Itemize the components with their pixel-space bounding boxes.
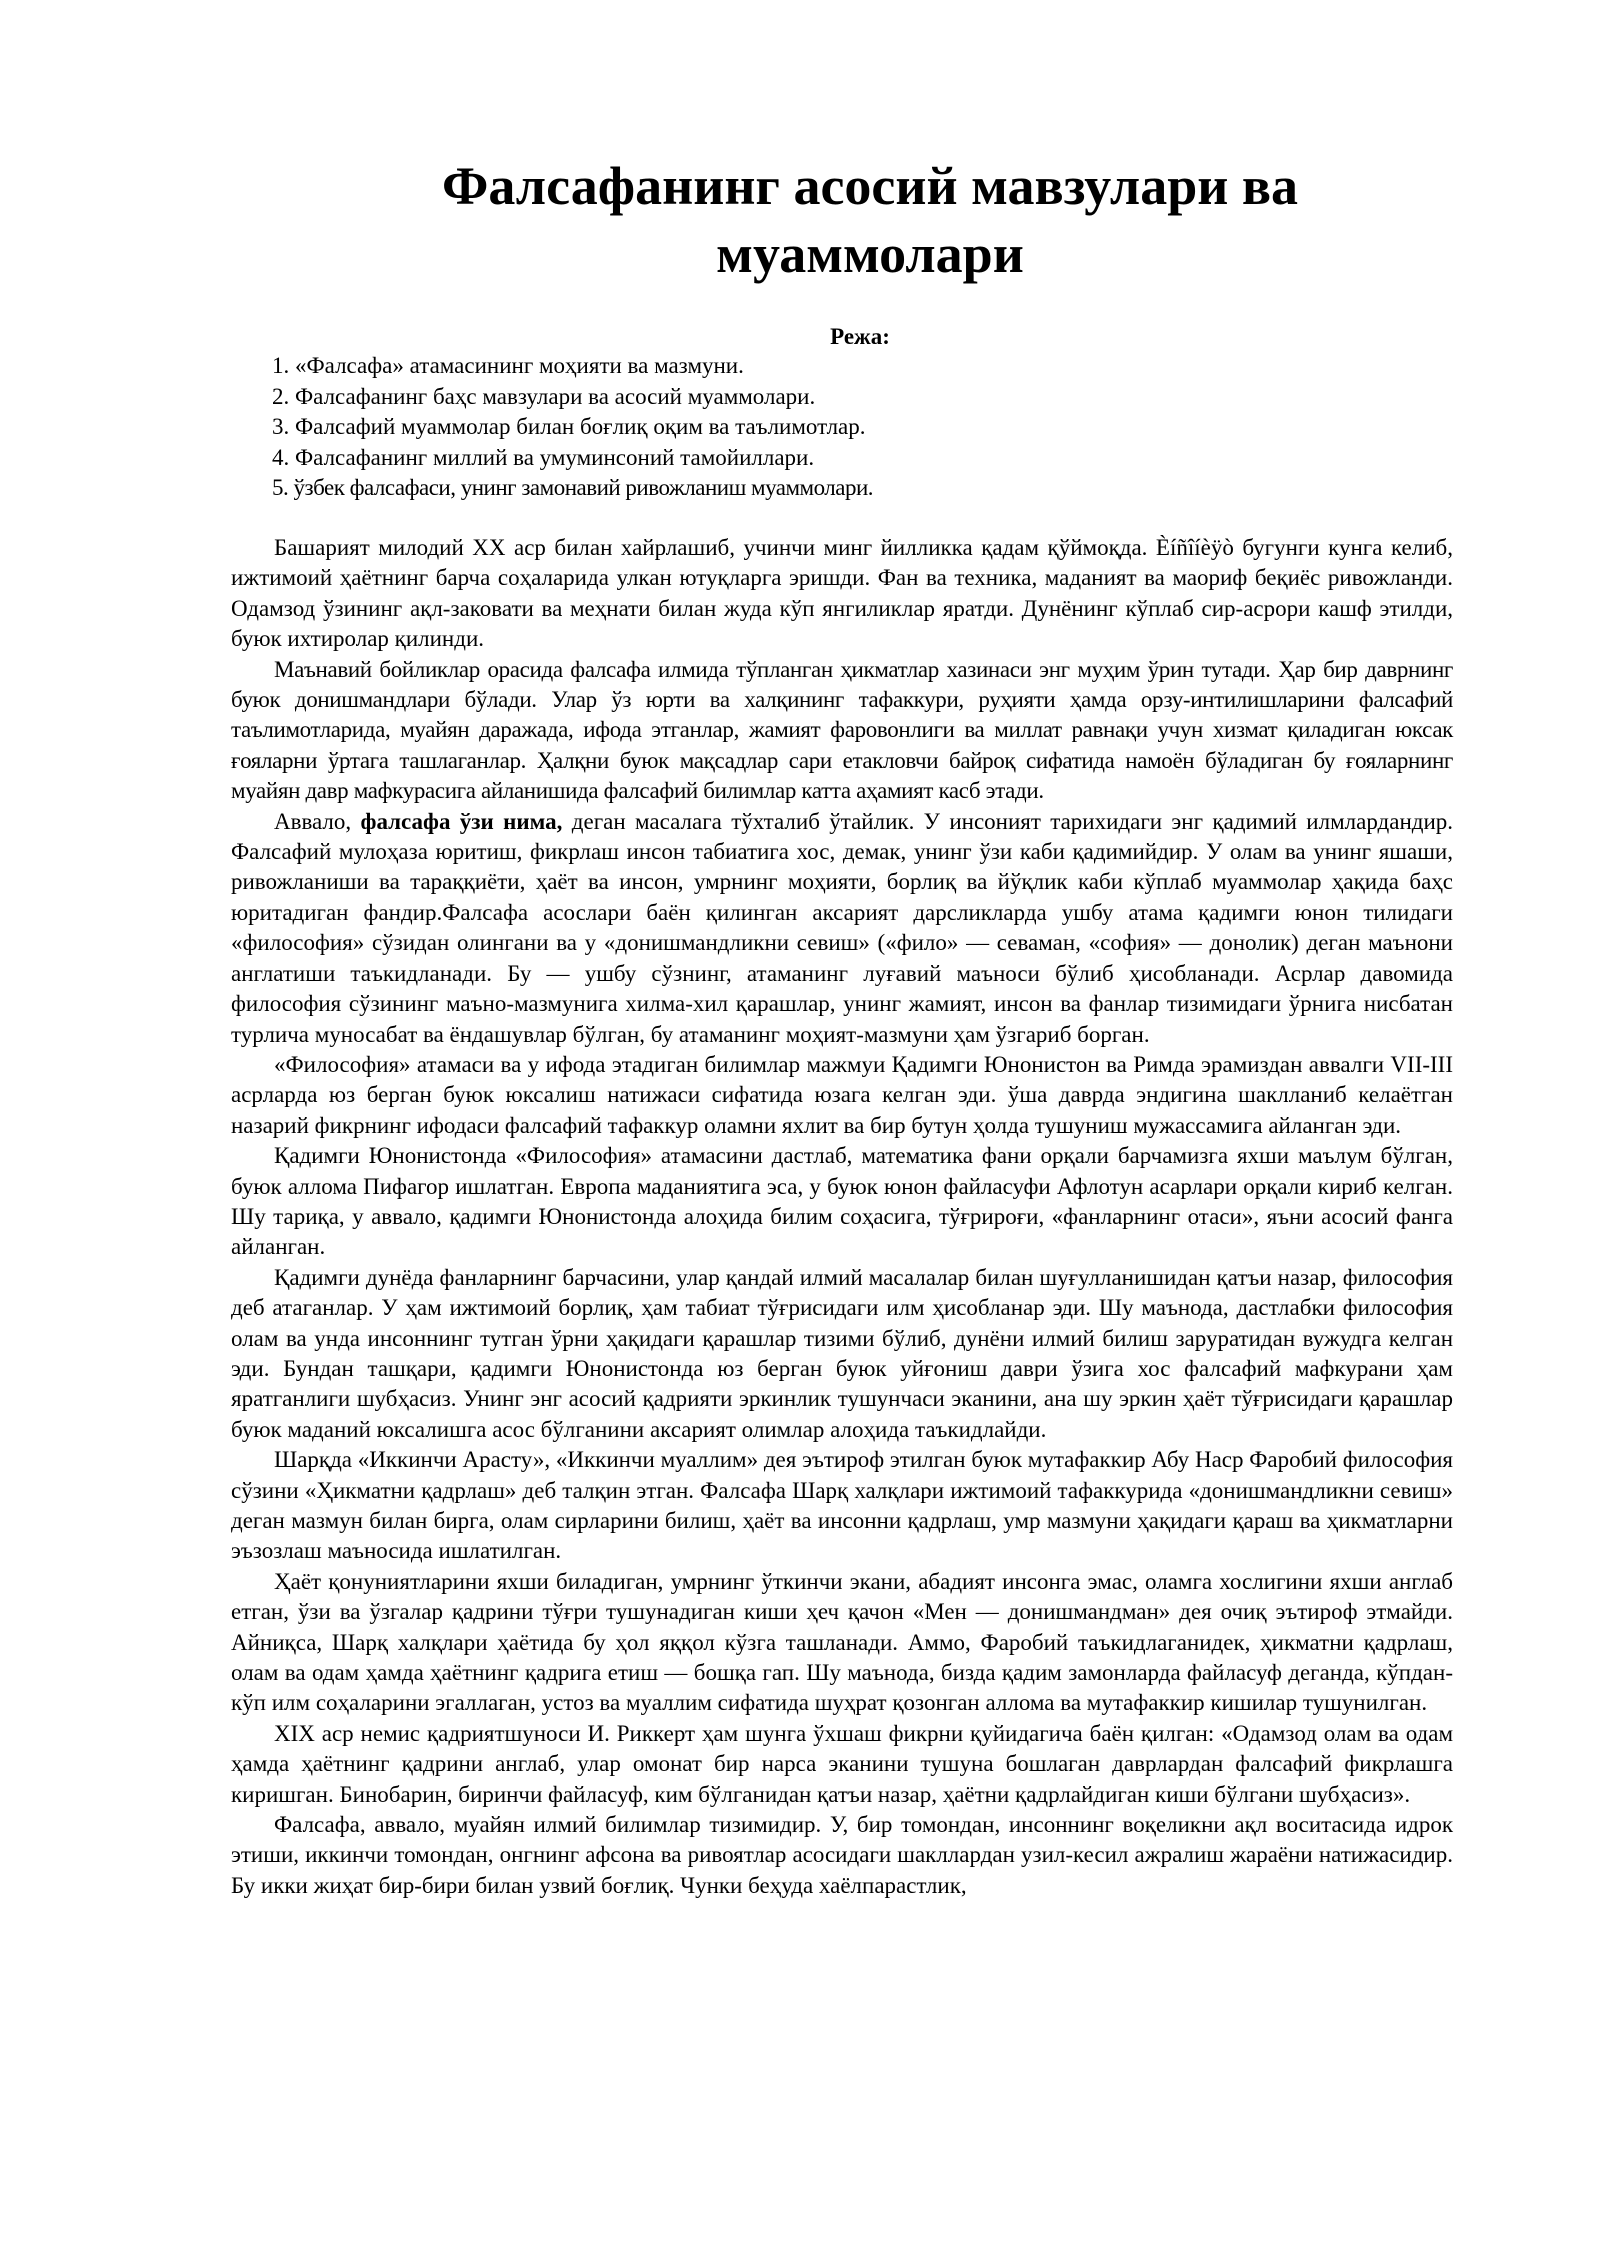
page-title: Фалсафанинг асосий мавзулари ва муаммолари [441, 156, 1299, 284]
paragraph-3 [231, 807, 1453, 1050]
paragraph-8: Ҳаёт қонуниятларини яхши биладиган, умрнинг ўткинчи экани, абадият инсонга эмас, оламга хослигини яхши англаб етган, ўзи ва ўзгалар қадрини тўғри тушунадиган киши ҳеч қачон «Мен — донишмандман» дея очиқ эътироф этмайди. Айниқса, Шарқ халқлари ҳаётида бу ҳол яққол кўзга ташланади. Аммо, Фаробий таъкидлаганидек, ҳикматни қадрлаш, олам ва одам ҳамда ҳаётнинг қадрига етиш — бошқа гап. Шу маънода, бизда қадим замонларда файласуф деганда, кўпдан-кўп илм соҳаларини эгаллаган, устоз ва муаллим сифатида шуҳрат қозонган аллома ва мутафаккир кишилар тушунилган. [231, 1568, 1453, 1716]
paragraph-1: Башарият милодий ХХ аср билан хайрлашиб, учинчи минг йилликка қадам қўймоқда. Èíñîíèÿò бугунги кунга келиб, ижтимоий ҳаётнинг барча соҳаларида улкан ютуқларга эришди. Фан ва техника, маданият ва маориф беқиёс ривожланди. Одамзод ўзининг ақл-заковати ва меҳнати билан жуда кўп янгиликлар яратди. Дунёнинг кўплаб сир-асрори кашф этилди, буюк ихтиролар қилинди. [231, 535, 1453, 652]
plan-heading: Режа: [830, 324, 890, 349]
plan-list [272, 351, 1422, 504]
paragraph-3-lead: Аввало, [274, 808, 352, 834]
plan-item-2: 2. Фалсафанинг баҳс мавзулари ва асосий муаммолари. [272, 383, 816, 409]
body-text [231, 533, 1453, 1901]
paragraph-3-rest: деган масалага тўхталиб ўтайлик. У инсоният тарихидаги энг қадимий илмлардандир. Фалсафий мулоҳаза юритиш, фикрлаш инсон табиатига хос, демак, унинг ўзи каби қадимийдир. У олам ва унинг яшаши, ривожланиши ва тараққиёти, ҳаёт ва инсон, умрнинг моҳияти, борлиқ ва йўқлик каби кўплаб муаммолар ҳақида баҳс юритадиган фандир.Фалсафа асослари баён қилинган аксарият дарсликларда ушбу атама қадимги юнон тилидаги «философия» сўзидан олингани ва у «донишмандликни севиш» («фило» — севаман, «софия» — донолик) деган маънони англатиши таъкидланади. Бу — ушбу сўзнинг, атаманинг луғавий маъноси бўлиб ҳисобланади. Асрлар давомида философия сўзининг маъно-мазмунига хилма-хил қарашлар, унинг жамият, инсон ва фанлар тизимидаги ўрнига нисбатан турлича муносабат ва ёндашувлар бўлган, бу атаманинг моҳият-мазмуни ҳам ўзгариб борган. [231, 808, 1454, 1047]
plan-item-3: 3. Фалсафий муаммолар билан боғлиқ оқим ва таълимотлар. [272, 414, 866, 439]
paragraph-4: «Философия» атамаси ва у ифода этадиган билимлар мажмуи Қадимги Юнонистон ва Римда эрамиздан аввалги VII-III асрларда юз берган буюк юксалиш натижаси сифатида юзага келган эди. ўша даврда эндигина шаклланиб келаётган назарий фикрнинг ифодаси фалсафий тафаккур оламни яхлит ва бир бутун ҳолда тушуниш мужассамига айланган эди. [231, 1051, 1453, 1138]
paragraph-2: Маънавий бойликлар орасида фалсафа илмида тўпланган ҳикматлар хазинаси энг муҳим ўрин тутади. Ҳар бир даврнинг буюк донишмандлари бўлади. Улар ўз юрти ва халқининг тафаккури, руҳияти ҳамда орзу-интилишларини фалсафий таълимотларида, муайян даражада, ифода этганлар, жамият фаровонлиги ва миллат равнақи учун хизмат қиладиган юксак ғояларни ўртага ташлаганлар. Ҳалқни буюк мақсадлар сари етакловчи байроқ сифатида намоён бўладиган бу ғояларнинг муайян давр мафкурасига айланишида фалсафий билимлар катта аҳамият касб этади. [231, 656, 1453, 804]
plan-item-4: 4. Фалсафанинг миллий ва умуминсоний тамойиллари. [272, 444, 815, 470]
paragraph-3-bold-question: фалсафа ўзи нима, [360, 808, 563, 834]
paragraph-10: Фалсафа, аввало, муайян илмий билимлар тизимидир. У, бир томондан, инсоннинг воқеликни ақл воситасида идрок этиши, иккинчи томондан, онгнинг афсона ва ривоятлар асосидаги шакллардан узил-кесил ажралиш жараёни натижасидир. Бу икки жиҳат бир-бири билан узвий боғлиқ. Чунки беҳуда хаёлпарастлик, [231, 1812, 1453, 1898]
paragraph-5: Қадимги Юнонистонда «Философия» атамасини дастлаб, математика фани орқали барчамизга яхши маълум бўлган, буюк аллома Пифагор ишлатган. Европа маданиятига эса, у буюк юнон файласуфи Афлотун асарлари орқали кириб келган. Шу тариқа, у аввало, қадимги Юнонистонда алоҳида билим соҳасига, тўғрироғи, «фанларнинг отаси», яъни асосий фанга айланган. [231, 1143, 1453, 1260]
paragraph-7: Шарқда «Иккинчи Арасту», «Иккинчи муаллим» дея эътироф этилган буюк мутафаккир Абу Наср Фаробий философия сўзини «Ҳикматни қадрлаш» деб талқин этган. Фалсафа Шарқ халқлари ижтимоий тафаккурида «донишмандликни севиш» деган мазмун билан бирга, олам сирларини билиш, ҳаёт ва инсонни қадрлаш, умр мазмуни ҳақидаги қараш ва ҳикматларни эъзозлаш маъносида ишлатилган. [231, 1447, 1453, 1564]
paragraph-9: XIX аср немис қадриятшуноси И. Риккерт ҳам шунга ўхшаш фикрни қуйидагича баён қилган: «Одамзод олам ва одам ҳамда ҳаётнинг қадрини англаб, улар омонат бир нарса эканини тушуна бошлаган даврлардан фалсафий фикрлашга киришган. Бинобарин, биринчи файласуф, ким бўлганидан қатъи назар, ҳаётни қадрлайдиган киши бўлгани шубҳасиз». [231, 1720, 1453, 1807]
paragraph-6: Қадимги дунёда фанларнинг барчасини, улар қандай илмий масалалар билан шуғулланишидан қатъи назар, философия деб атаганлар. У ҳам ижтимоий борлиқ, ҳам табиат тўғрисидаги илм ҳисобланар эди. Шу маънода, дастлабки философия олам ва унда инсоннинг тутган ўрни ҳақидаги қарашлар тизими бўлиб, дунёни илмий билиш заруратидан вужудга келган эди. Бундан ташқари, қадимги Юнонистонда юз берган буюк уйғониш даври ўзига хос фалсафий мафкурани ҳам яратганлиги шубҳасиз. Унинг энг асосий қадрияти эркинлик тушунчаси эканини, ана шу эркин ҳаёт тўғрисидаги қарашлар буюк маданий юксалишга асос бўлганини аксарият олимлар алоҳида таъкидлайди. [231, 1264, 1453, 1442]
plan-item-5: 5. ўзбек фалсафаси, унинг замонавий ривожланиш муаммолари. [272, 475, 874, 500]
plan-item-1: 1. «Фалсафа» атамасининг моҳияти ва мазмуни. [272, 353, 744, 378]
